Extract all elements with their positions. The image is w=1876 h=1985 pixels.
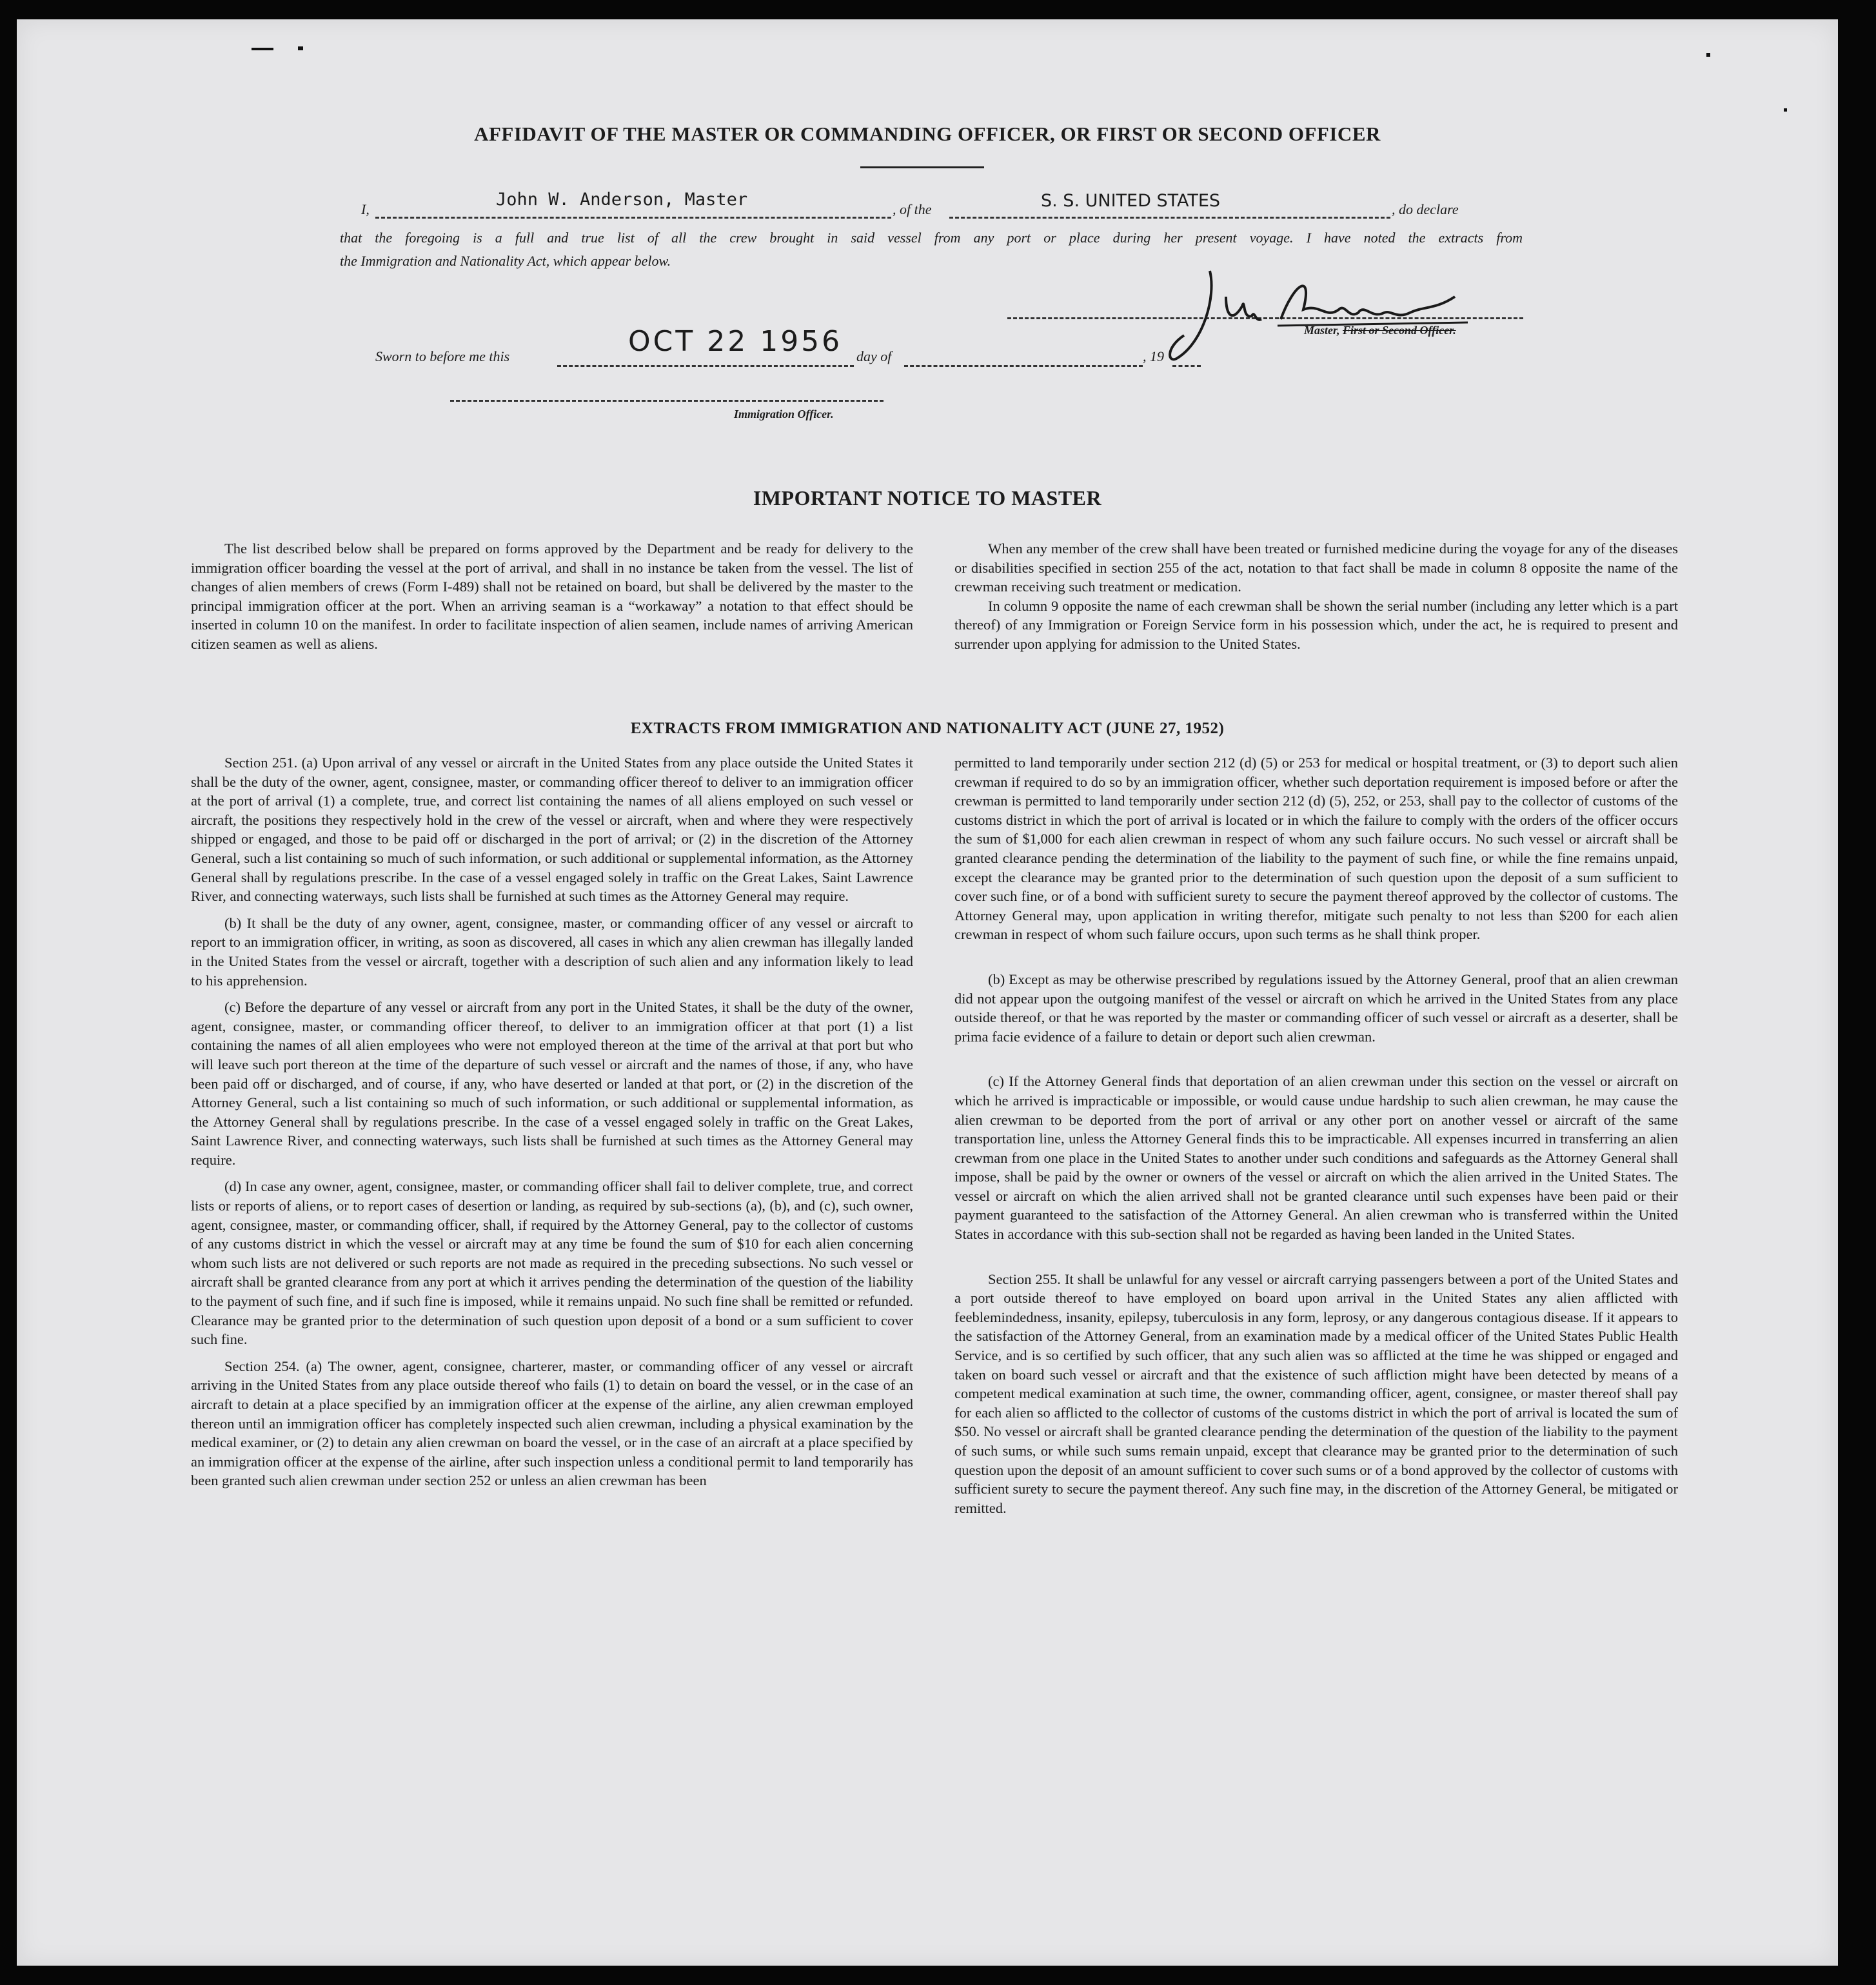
month-line xyxy=(904,365,1143,367)
section-254-c: (c) If the Attorney General finds that deportation of an alien crewman under this section on the vessel or aircraft on which he arrived is impracticable or impossible, or would cause undue hardship to such alien crewman, he may cause the alien crewman to be deported from the port of arrival or any other port on another vessel or aircraft of the same transportation line, unless the Attorney General finds this to be impracticable. All expenses incurred in transferring an alien crewman from one place in the United States to another under such conditions and safeguards as the Attorney General shall impose, shall be paid by the owner or owners of the vessel or aircraft on which the alien arrived in the United States. The vessel or aircraft on which the alien arrived shall not be granted clearance until such expenses have been paid or their payment guaranteed to the satisfaction of the Attorney General. An alien crewman who is transferred within the United States in accordance with this sub-section shall not be regarded as having been landed in the United States. xyxy=(954,1073,1678,1243)
signer-caption xyxy=(1304,324,1456,337)
do-declare-label: , do declare xyxy=(1392,201,1459,217)
i-label: I, xyxy=(361,201,370,217)
day-of-label: day of xyxy=(856,348,892,364)
scan-speck xyxy=(252,48,273,50)
officer-signature-line xyxy=(450,400,884,402)
notice-right-column xyxy=(954,539,1678,654)
section-254-a: Section 254. (a) The owner, agent, consignee, charterer, master, or commanding officer of any vessel or aircraft arriving in the United States from any place outside thereof who fails (1) to detain on board the vessel, or in the case of an aircraft to detain at a place specified by an immigration officer at the expense of the airline, any alien crewman employed thereon until an immigration officer has completely inspected such alien crewman, including a physical examination by the medical examiner, or (2) to detain any alien crewman on board the vessel, or in the case of an aircraft at a place specified by an immigration officer at the expense of the airline, after such inspection unless a conditional permit to land temporarily has been granted such alien crewman under section 252 or unless an alien crewman has been xyxy=(191,1358,913,1489)
signer-caption-struck: First or Second Officer. xyxy=(1343,324,1456,337)
section-255: Section 255. It shall be unlawful for any vessel or aircraft carrying passengers between a port of the United States and a port outside thereof to have employed on board upon arrival in the United States any alien afflicted with feeblemindedness, insanity, epilepsy, tuberculosis in any form, leprosy, or any dangerous contagious disease. If it appears to the satisfaction of the Attorney General, from an examination made by a medical officer of the United States Public Health Service, and is so certified by such officer, that any such alien was so afflicted at the time he was shipped or engaged and taken on board such vessel or aircraft and that the existence of such affliction might have been detected by means of a competent medical examination at such time, the owner, commanding officer, agent, consignee, or master thereof shall pay for each alien so afflicted to the collector of customs of the customs district in which the port of arrival is located the sum of $50. No vessel or aircraft shall be granted clearance pending the determination of the question of the liability to the payment of such sums, or while such sums remain unpaid, except that clearance may be granted prior to the determination of such question upon the deposit of an amount sufficient to cover such sums or of a bond approved by the collector of customs with sufficient surety to secure the payment thereof. Any such fine may, in the discretion of the Attorney General, be mitigated or remitted. xyxy=(954,1270,1678,1516)
section-251-d: (d) In case any owner, agent, consignee, master, or commanding officer shall fail to deliver complete, true, and correct lists or reports of aliens, or to report cases of desertion or landing, as required by sub-sections (a), (b), and (c), such owner, agent, consignee, master, or commanding officer, shall, if required by the Attorney General, pay to the collector of customs of any customs district in which the vessel or aircraft may at any time be found the sum of $10 for each alien concerning whom such lists are not delivered or such reports are not made as required in the preceding subsections. No such vessel or aircraft shall be granted clearance from any port at which it arrives pending the determination of the question of the liability to the payment of such fine, and if such fine is imposed, while it remains unpaid. No such fine shall be remitted or refunded. Clearance may be granted prior to the determination of such question upon deposit of a bond or a sum sufficient to cover such fine. xyxy=(191,1178,913,1348)
sworn-label: Sworn to before me this xyxy=(375,348,510,364)
year-line xyxy=(1172,365,1201,367)
section-251-a: Section 251. (a) Upon arrival of any vessel or aircraft in the United States from any place outside the United States it shall be the duty of the owner, agent, consignee, master, or commanding officer thereof to deliver to an immigration officer at the port of arrival (1) a complete, true, and correct list containing the names of all aliens employed on such vessel or aircraft, the positions they respectively hold in the crew of the vessel or aircraft, when and where they were respectively shipped or engaged, and those to be paid off or discharged in the port of arrival; or (2) in the discretion of the Attorney General, such a list containing so much of such information, or such additional or supplemental information, as the Attorney General shall by regulations prescribe. In the case of a vessel engaged solely in traffic on the Great Lakes, Saint Lawrence River, and connecting waterways, such lists shall be furnished at such times as the Attorney General may require. xyxy=(191,755,913,905)
declaration-line-3: the Immigration and Nationality Act, which appear below. xyxy=(340,253,671,269)
scan-speck xyxy=(1784,108,1787,112)
sworn-date-line xyxy=(557,365,854,367)
vessel-name-field: S. S. UNITED STATES xyxy=(1041,191,1221,211)
notice-right-paragraph-2: In column 9 opposite the name of each crewman shall be shown the serial number (including any letter which is a part thereof) of any Immigration or Foreign Service form in his possession which, under the act, he is required to present and surrender upon applying for admission to the United States. xyxy=(954,597,1678,652)
affidavit-title: AFFIDAVIT OF THE MASTER OR COMMANDING OFFICER, OR FIRST OR SECOND OFFICER xyxy=(474,123,1381,145)
notice-left-paragraph: The list described below shall be prepared on forms approved by the Department and be ready for delivery to the immigration officer boarding the vessel at the port of arrival, and shall in no instance be taken from the vessel. The list of changes of alien members of crews (Form I-489) shall not be retained on board, but shall be delivered by the master to the principal immigration officer at the port. When an arriving seaman is a “workaway” a notation to that effect should be inserted in column 10 on the manifest. In order to facilitate inspection of alien seamen, include names of arriving American citizen seamen as well as aliens. xyxy=(191,540,913,652)
signature-image xyxy=(1165,258,1481,368)
signer-caption-master: Master, xyxy=(1304,324,1343,337)
section-254-b: (b) Except as may be otherwise prescribed by regulations issued by the Attorney General, proof that an alien crewman did not appear upon the outgoing manifest of the vessel or aircraft on which he arrived in the United States from any place outside thereof, or that he was reported by the master or commanding officer of such vessel or aircraft as a deserter, shall be prima facie evidence of a failure to detain or deport such alien crewman. xyxy=(954,971,1678,1045)
notice-title: IMPORTANT NOTICE TO MASTER xyxy=(753,486,1102,509)
title-rule xyxy=(860,166,984,168)
year-prefix: , 19 xyxy=(1143,348,1164,364)
declaration-line-2: that the foregoing is a full and true list of all the crew brought in said vessel from any port or place during her present voyage. I have noted the extracts from xyxy=(340,230,1523,246)
section-254-a-continued: permitted to land temporarily under section 212 (d) (5) or 253 for medical or hospital treatment, or (3) to deport such alien crewman if required to do so by an immigration officer, whether such deportation requirement is imposed before or after the crewman is permitted to land temporarily under section 212 (d) (5), 252, or 253, shall pay to the collector of customs of the customs district in which the port of arrival is located or in which the failure to comply with the orders of the officer occurs the sum of $1,000 for each alien crewman in respect of whom any such failure occurs. No such vessel or aircraft shall be granted clearance pending the determination of the liability to the payment of such fine, or while the fine remains unpaid, except the clearance may be granted prior to the determination of such question upon the deposit of a sum sufficient to cover such fine, or of a bond with sufficient surety to secure the payment thereof approved by the collector of customs. The Attorney General may, upon application in writing therefor, mitigate such penalty to not less than $200 for each alien crewman in respect of whom such failure occurs, upon such terms as he shall think proper. xyxy=(954,755,1678,943)
section-251-b: (b) It shall be the duty of any owner, agent, consignee, master, or commanding officer of any vessel or aircraft to report to an immigration officer, in writing, as soon as discovered, all cases in which any alien crewman has illegally landed in the United States from the vessel or aircraft, together with a description of such alien and any information likely to lead to his apprehension. xyxy=(191,914,913,989)
of-the-label: , of the xyxy=(893,201,932,217)
officer-caption: Immigration Officer. xyxy=(734,408,834,420)
notice-left-column xyxy=(191,539,913,654)
scan-speck xyxy=(1706,53,1710,57)
extracts-left-column xyxy=(191,753,913,1490)
document-page xyxy=(17,19,1838,1966)
sworn-date-stamp: OCT 22 1956 xyxy=(628,325,843,358)
scan-speck xyxy=(298,46,303,50)
extracts-title: EXTRACTS FROM IMMIGRATION AND NATIONALITY ACT (JUNE 27, 1952) xyxy=(630,720,1225,737)
name-line xyxy=(375,217,891,219)
vessel-line xyxy=(949,217,1390,219)
extracts-right-column xyxy=(954,753,1678,1517)
section-251-c: (c) Before the departure of any vessel or aircraft from any port in the United States, it shall be the duty of the owner, agent, consignee, master, or commanding officer thereof, to deliver to an immigration officer at that port (1) a list containing the names of all alien employees who were not employed thereon at the time of the arrival at that port but who will leave such port thereon at the time of the departure of such vessel or aircraft and the names of those, if any, who have been paid off or discharged, and of course, if any, who have deserted or landed at that port, or (2) in the discretion of the Attorney General, such a list containing so much of such information, or such additional or supplemental information, as the Attorney General shall by regulations prescribe. In the case of a vessel engaged solely in traffic on the Great Lakes, Saint Lawrence River, and connecting waterways, such lists shall be furnished at such times as the Attorney General may require. xyxy=(191,999,913,1168)
notice-right-paragraph-1: When any member of the crew shall have been treated or furnished medicine during the voyage for any of the diseases or disabilities specified in section 255 of the act, notation to that fact shall be made in column 8 opposite the name of the crewman receiving such treatment or medication. xyxy=(954,540,1678,595)
master-name-field: John W. Anderson, Master xyxy=(496,190,748,210)
